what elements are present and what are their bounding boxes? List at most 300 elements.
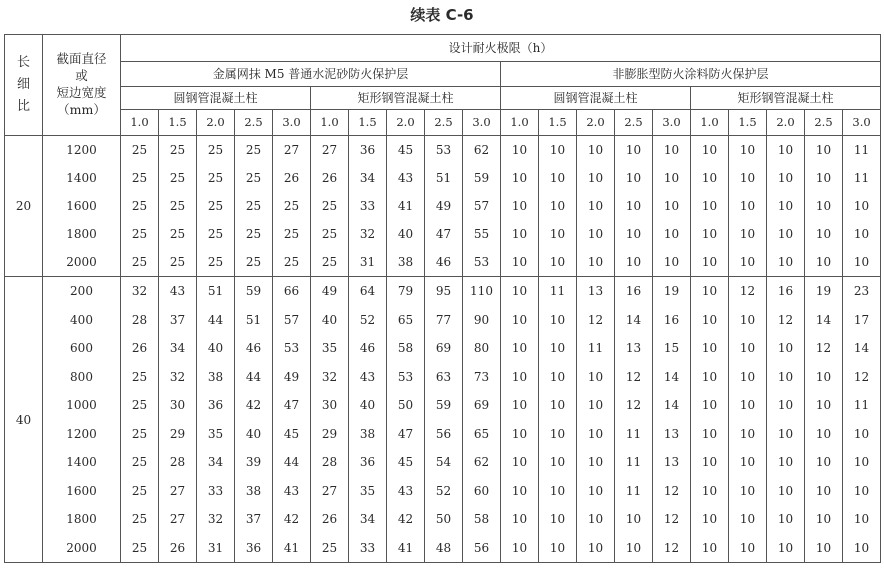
value-cell: 25 [159,220,197,248]
value-cell: 64 [349,277,387,306]
value-cell: 10 [539,136,577,165]
value-cell: 10 [615,164,653,192]
value-cell: 65 [387,306,425,335]
value-cell: 10 [843,420,881,449]
value-cell: 110 [463,277,501,306]
size-cell: 1800 [43,505,121,534]
value-cell: 36 [349,136,387,165]
value-cell: 10 [729,248,767,277]
value-cell: 10 [539,420,577,449]
value-cell: 69 [425,334,463,363]
diameter-header: 截面直径 或 短边宽度 （mm） [43,35,121,136]
value-cell: 10 [577,505,615,534]
value-cell: 34 [197,448,235,477]
value-cell: 25 [121,448,159,477]
value-cell: 43 [387,477,425,506]
value-cell: 10 [577,164,615,192]
protection-header-coating: 非膨胀型防火涂料防火保护层 [501,62,881,87]
duration-header: 2.5 [425,110,463,136]
value-cell: 30 [159,391,197,420]
value-cell: 42 [235,391,273,420]
value-cell: 10 [501,505,539,534]
value-cell: 10 [729,420,767,449]
value-cell: 63 [425,363,463,392]
size-cell: 800 [43,363,121,392]
value-cell: 25 [235,136,273,165]
value-cell: 57 [273,306,311,335]
value-cell: 10 [805,248,843,277]
column-type-header: 圆钢管混凝土柱 [121,87,311,110]
value-cell: 10 [691,220,729,248]
value-cell: 30 [311,391,349,420]
table-row [5,334,881,363]
value-cell: 38 [235,477,273,506]
value-cell: 12 [615,391,653,420]
value-cell: 41 [387,534,425,563]
value-cell: 50 [387,391,425,420]
value-cell: 10 [501,220,539,248]
value-cell: 32 [197,505,235,534]
value-cell: 40 [235,420,273,449]
value-cell: 27 [311,477,349,506]
duration-header: 2.5 [235,110,273,136]
value-cell: 49 [425,192,463,220]
value-cell: 51 [425,164,463,192]
size-cell: 1000 [43,391,121,420]
value-cell: 19 [653,277,691,306]
value-cell: 16 [653,306,691,335]
size-cell: 200 [43,277,121,306]
value-cell: 62 [463,136,501,165]
value-cell: 25 [197,220,235,248]
value-cell: 59 [425,391,463,420]
value-cell: 10 [501,363,539,392]
value-cell: 45 [273,420,311,449]
value-cell: 10 [539,448,577,477]
value-cell: 29 [311,420,349,449]
value-cell: 10 [539,220,577,248]
value-cell: 10 [805,448,843,477]
value-cell: 10 [615,505,653,534]
value-cell: 25 [273,248,311,277]
value-cell: 10 [691,505,729,534]
value-cell: 32 [121,277,159,306]
value-cell: 32 [159,363,197,392]
value-cell: 10 [691,363,729,392]
value-cell: 80 [463,334,501,363]
value-cell: 35 [349,477,387,506]
value-cell: 10 [577,192,615,220]
value-cell: 33 [349,192,387,220]
duration-header: 3.0 [843,110,881,136]
value-cell: 37 [159,306,197,335]
value-cell: 10 [691,334,729,363]
table-row [5,420,881,449]
duration-header: 3.0 [463,110,501,136]
value-cell: 25 [197,164,235,192]
value-cell: 54 [425,448,463,477]
value-cell: 10 [653,164,691,192]
value-cell: 46 [235,334,273,363]
value-cell: 10 [539,505,577,534]
value-cell: 52 [425,477,463,506]
value-cell: 10 [805,363,843,392]
value-cell: 53 [463,248,501,277]
value-cell: 26 [273,164,311,192]
value-cell: 28 [311,448,349,477]
duration-header: 3.0 [273,110,311,136]
value-cell: 10 [539,534,577,563]
value-cell: 51 [235,306,273,335]
value-cell: 42 [273,505,311,534]
value-cell: 53 [425,136,463,165]
slenderness-header: 长 细 比 [5,35,43,136]
value-cell: 27 [159,477,197,506]
value-cell: 10 [805,505,843,534]
value-cell: 95 [425,277,463,306]
value-cell: 56 [463,534,501,563]
value-cell: 65 [463,420,501,449]
size-cell: 1200 [43,136,121,165]
value-cell: 44 [197,306,235,335]
duration-header: 1.5 [729,110,767,136]
value-cell: 25 [159,248,197,277]
value-cell: 10 [767,477,805,506]
slenderness-ratio-cell: 40 [5,277,43,563]
value-cell: 10 [767,164,805,192]
table-row [5,220,881,248]
value-cell: 10 [501,334,539,363]
value-cell: 10 [501,391,539,420]
value-cell: 10 [691,164,729,192]
value-cell: 50 [425,505,463,534]
value-cell: 13 [653,420,691,449]
value-cell: 12 [653,477,691,506]
value-cell: 11 [615,448,653,477]
value-cell: 25 [273,220,311,248]
table-row [5,248,881,277]
duration-header: 3.0 [653,110,691,136]
value-cell: 45 [387,136,425,165]
value-cell: 36 [349,448,387,477]
value-cell: 25 [311,220,349,248]
value-cell: 25 [311,248,349,277]
value-cell: 25 [121,391,159,420]
value-cell: 48 [425,534,463,563]
value-cell: 41 [273,534,311,563]
value-cell: 10 [805,420,843,449]
value-cell: 10 [767,334,805,363]
value-cell: 25 [235,220,273,248]
table-row [5,477,881,506]
value-cell: 34 [159,334,197,363]
value-cell: 10 [501,306,539,335]
value-cell: 58 [387,334,425,363]
duration-header: 1.0 [691,110,729,136]
value-cell: 14 [615,306,653,335]
value-cell: 31 [349,248,387,277]
value-cell: 25 [121,420,159,449]
value-cell: 10 [501,192,539,220]
duration-header: 1.0 [501,110,539,136]
value-cell: 10 [615,220,653,248]
value-cell: 12 [843,363,881,392]
value-cell: 10 [577,448,615,477]
duration-header: 1.0 [121,110,159,136]
value-cell: 33 [349,534,387,563]
value-cell: 77 [425,306,463,335]
value-cell: 10 [539,192,577,220]
value-cell: 58 [463,505,501,534]
value-cell: 14 [843,334,881,363]
value-cell: 10 [501,136,539,165]
value-cell: 10 [767,420,805,449]
table-row [5,192,881,220]
duration-header: 1.5 [349,110,387,136]
value-cell: 39 [235,448,273,477]
value-cell: 14 [805,306,843,335]
value-cell: 10 [805,391,843,420]
value-cell: 10 [577,391,615,420]
value-cell: 25 [121,136,159,165]
value-cell: 52 [349,306,387,335]
value-cell: 10 [805,220,843,248]
value-cell: 10 [729,363,767,392]
value-cell: 19 [805,277,843,306]
value-cell: 41 [387,192,425,220]
value-cell: 10 [767,505,805,534]
value-cell: 34 [349,164,387,192]
value-cell: 26 [159,534,197,563]
value-cell: 47 [387,420,425,449]
value-cell: 45 [387,448,425,477]
value-cell: 10 [729,448,767,477]
value-cell: 49 [311,277,349,306]
size-cell: 1400 [43,164,121,192]
value-cell: 90 [463,306,501,335]
value-cell: 44 [235,363,273,392]
value-cell: 10 [805,477,843,506]
value-cell: 10 [729,164,767,192]
value-cell: 49 [273,363,311,392]
value-cell: 25 [197,136,235,165]
value-cell: 47 [273,391,311,420]
value-cell: 10 [539,334,577,363]
value-cell: 10 [653,248,691,277]
value-cell: 10 [729,477,767,506]
column-type-header: 圆钢管混凝土柱 [501,87,691,110]
value-cell: 42 [387,505,425,534]
value-cell: 25 [197,192,235,220]
size-cell: 600 [43,334,121,363]
table-row [5,391,881,420]
value-cell: 14 [653,391,691,420]
value-cell: 10 [653,220,691,248]
value-cell: 10 [843,220,881,248]
value-cell: 53 [273,334,311,363]
value-cell: 38 [197,363,235,392]
value-cell: 10 [539,363,577,392]
value-cell: 10 [691,306,729,335]
value-cell: 32 [349,220,387,248]
value-cell: 25 [121,248,159,277]
value-cell: 40 [349,391,387,420]
value-cell: 26 [311,164,349,192]
value-cell: 12 [729,277,767,306]
size-cell: 1400 [43,448,121,477]
value-cell: 10 [577,220,615,248]
value-cell: 10 [729,505,767,534]
value-cell: 25 [311,534,349,563]
value-cell: 12 [767,306,805,335]
value-cell: 56 [425,420,463,449]
size-cell: 1800 [43,220,121,248]
value-cell: 10 [691,448,729,477]
value-cell: 25 [273,192,311,220]
size-cell: 1600 [43,477,121,506]
value-cell: 10 [805,534,843,563]
value-cell: 38 [387,248,425,277]
value-cell: 10 [539,306,577,335]
duration-header: 1.0 [311,110,349,136]
value-cell: 11 [577,334,615,363]
value-cell: 25 [159,192,197,220]
value-cell: 33 [197,477,235,506]
size-cell: 2000 [43,248,121,277]
value-cell: 10 [501,164,539,192]
value-cell: 10 [729,534,767,563]
value-cell: 10 [843,448,881,477]
table-row [5,505,881,534]
duration-header: 2.0 [197,110,235,136]
value-cell: 27 [273,136,311,165]
size-cell: 1200 [43,420,121,449]
value-cell: 27 [159,505,197,534]
duration-header: 2.5 [805,110,843,136]
value-cell: 59 [463,164,501,192]
value-cell: 16 [767,277,805,306]
value-cell: 23 [843,277,881,306]
value-cell: 10 [577,477,615,506]
value-cell: 57 [463,192,501,220]
value-cell: 10 [653,136,691,165]
duration-header: 2.0 [387,110,425,136]
value-cell: 28 [159,448,197,477]
slenderness-ratio-cell: 20 [5,136,43,277]
value-cell: 10 [539,248,577,277]
value-cell: 26 [121,334,159,363]
value-cell: 10 [729,306,767,335]
value-cell: 10 [539,164,577,192]
value-cell: 14 [653,363,691,392]
value-cell: 12 [805,334,843,363]
value-cell: 10 [691,136,729,165]
value-cell: 10 [615,192,653,220]
table-row [5,164,881,192]
value-cell: 10 [501,534,539,563]
value-cell: 36 [197,391,235,420]
value-cell: 28 [121,306,159,335]
value-cell: 16 [615,277,653,306]
value-cell: 40 [197,334,235,363]
value-cell: 25 [121,164,159,192]
value-cell: 10 [691,534,729,563]
table-row [5,306,881,335]
value-cell: 10 [577,136,615,165]
fire-limit-header: 设计耐火极限（h） [121,35,881,62]
value-cell: 13 [615,334,653,363]
value-cell: 66 [273,277,311,306]
value-cell: 26 [311,505,349,534]
value-cell: 25 [235,164,273,192]
column-type-header: 矩形钢管混凝土柱 [691,87,881,110]
value-cell: 10 [691,248,729,277]
duration-header: 2.0 [767,110,805,136]
value-cell: 15 [653,334,691,363]
value-cell: 79 [387,277,425,306]
fire-resistance-table [4,34,881,563]
value-cell: 59 [235,277,273,306]
value-cell: 11 [615,477,653,506]
value-cell: 10 [653,192,691,220]
table-row [5,363,881,392]
value-cell: 36 [235,534,273,563]
duration-header: 2.5 [615,110,653,136]
value-cell: 53 [387,363,425,392]
value-cell: 10 [691,192,729,220]
protection-header-mesh: 金属网抹 M5 普通水泥砂防火保护层 [121,62,501,87]
value-cell: 25 [121,363,159,392]
value-cell: 13 [577,277,615,306]
value-cell: 10 [501,448,539,477]
value-cell: 12 [653,534,691,563]
value-cell: 62 [463,448,501,477]
table-row [5,136,881,165]
value-cell: 11 [843,136,881,165]
value-cell: 11 [843,164,881,192]
value-cell: 12 [653,505,691,534]
table-row [5,277,881,306]
value-cell: 73 [463,363,501,392]
value-cell: 25 [121,192,159,220]
value-cell: 10 [615,136,653,165]
value-cell: 46 [425,248,463,277]
value-cell: 12 [577,306,615,335]
value-cell: 10 [767,363,805,392]
value-cell: 10 [729,192,767,220]
value-cell: 10 [805,164,843,192]
value-cell: 31 [197,534,235,563]
value-cell: 10 [767,192,805,220]
value-cell: 25 [121,505,159,534]
duration-header: 1.5 [539,110,577,136]
value-cell: 25 [121,534,159,563]
duration-header: 1.5 [159,110,197,136]
value-cell: 10 [805,136,843,165]
value-cell: 25 [235,248,273,277]
value-cell: 10 [501,248,539,277]
value-cell: 46 [349,334,387,363]
size-cell: 2000 [43,534,121,563]
value-cell: 34 [349,505,387,534]
value-cell: 10 [539,477,577,506]
value-cell: 10 [501,420,539,449]
value-cell: 10 [767,534,805,563]
value-cell: 10 [615,248,653,277]
value-cell: 17 [843,306,881,335]
value-cell: 12 [615,363,653,392]
value-cell: 10 [843,192,881,220]
